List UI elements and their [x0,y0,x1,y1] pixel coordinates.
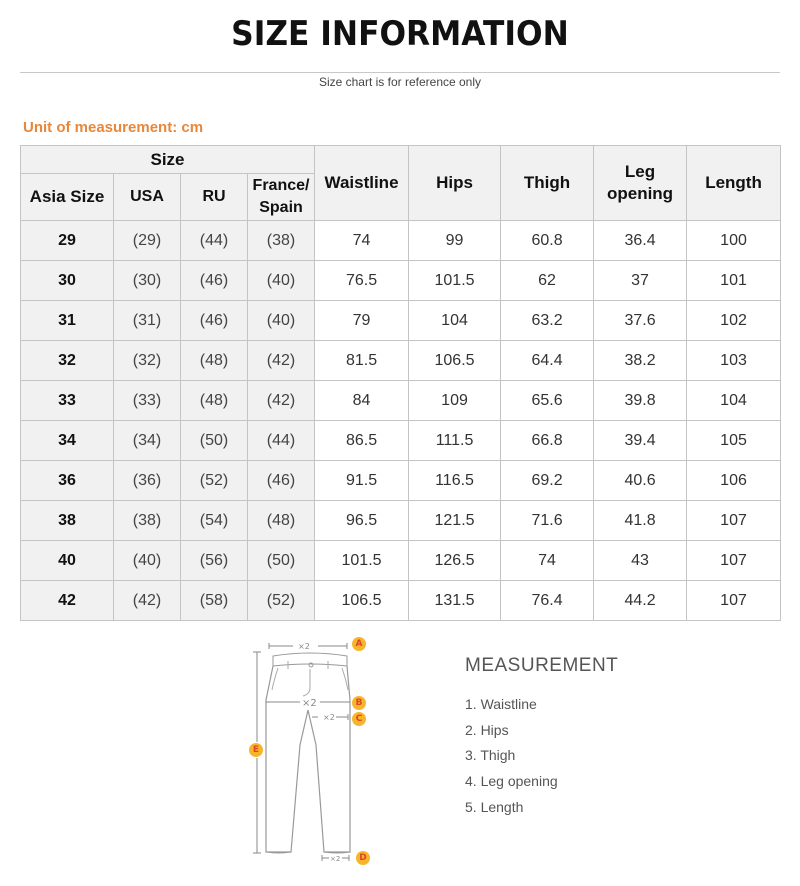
badge-a-icon: A [352,637,366,651]
badge-b-icon: B [352,696,366,710]
asia-size-cell: 34 [21,421,114,461]
page-title: SIZE INFORMATION [231,14,569,54]
svg-text:×2: ×2 [302,698,317,709]
pants-outline-icon [240,630,380,880]
col-header-hips: Hips [409,146,501,221]
length-cell: 101 [687,261,781,301]
thigh-cell: 62 [501,261,594,301]
col-header-ru: RU [181,174,248,221]
waistline-cell: 96.5 [315,501,409,541]
col-header-france-spain [248,174,315,221]
hips-cell: 121.5 [409,501,501,541]
table-row [21,261,781,301]
france-spain-size-cell: (44) [248,421,315,461]
svg-text:×2: ×2 [323,713,335,722]
waistline-cell: 79 [315,301,409,341]
ru-size-cell: (56) [181,541,248,581]
ru-size-cell: (46) [181,261,248,301]
col-header-usa: USA [114,174,181,221]
length-cell: 103 [687,341,781,381]
measurement-item-waistline: 1. Waistline [465,696,537,712]
length-cell: 104 [687,381,781,421]
table-row [21,381,781,421]
col-header-length: Length [687,146,781,221]
france-spain-size-cell: (42) [248,381,315,421]
france-spain-size-cell: (52) [248,581,315,621]
unit-label: Unit of measurement: cm [23,119,204,136]
measurement-title: MEASUREMENT [465,655,619,676]
hips-cell: 111.5 [409,421,501,461]
ru-size-cell: (48) [181,381,248,421]
table-row [21,421,781,461]
measurement-item-leg-opening: 4. Leg opening [465,773,558,790]
length-cell: 106 [687,461,781,501]
hips-cell: 126.5 [409,541,501,581]
waistline-cell: 106.5 [315,581,409,621]
usa-size-cell: (42) [114,581,181,621]
leg-opening-cell: 37.6 [594,301,687,341]
usa-size-cell: (29) [114,221,181,261]
leg-header-line2: opening [606,184,674,203]
table-row [21,581,781,621]
asia-size-cell: 40 [21,541,114,581]
ru-size-cell: (48) [181,341,248,381]
ru-size-cell: (46) [181,301,248,341]
hips-cell: 106.5 [409,341,501,381]
length-cell: 105 [687,421,781,461]
length-cell: 102 [687,301,781,341]
usa-size-cell: (32) [114,341,181,381]
usa-size-cell: (34) [114,421,181,461]
measurement-item-hips: 2. Hips [465,721,509,738]
hips-cell: 109 [409,381,501,421]
waistline-cell: 84 [315,381,409,421]
leg-opening-cell: 36.4 [594,221,687,261]
ru-size-cell: (54) [181,501,248,541]
france-header-line2: Spain [259,199,303,216]
leg-opening-cell: 39.8 [594,381,687,421]
ru-size-cell: (58) [181,581,248,621]
leg-opening-cell: 37 [594,261,687,301]
table-row [21,341,781,381]
title-divider [20,72,780,73]
table-row [21,541,781,581]
leg-opening-cell: 40.6 [594,461,687,501]
asia-size-cell: 31 [21,301,114,341]
length-cell: 107 [687,501,781,541]
usa-size-cell: (30) [114,261,181,301]
usa-size-cell: (33) [114,381,181,421]
size-chart-table [20,145,781,621]
measurement-list [465,694,558,822]
france-spain-size-cell: (40) [248,301,315,341]
size-group-header: Size [21,146,315,174]
hips-cell: 101.5 [409,261,501,301]
length-cell: 107 [687,541,781,581]
asia-size-cell: 42 [21,581,114,621]
ru-size-cell: (50) [181,421,248,461]
waistline-cell: 81.5 [315,341,409,381]
hips-cell: 131.5 [409,581,501,621]
ru-size-cell: (52) [181,461,248,501]
asia-size-cell: 29 [21,221,114,261]
thigh-cell: 69.2 [501,461,594,501]
thigh-cell: 76.4 [501,581,594,621]
france-spain-size-cell: (50) [248,541,315,581]
asia-size-cell: 32 [21,341,114,381]
usa-size-cell: (36) [114,461,181,501]
thigh-cell: 66.8 [501,421,594,461]
col-header-leg-opening [594,146,687,221]
france-spain-size-cell: (48) [248,501,315,541]
table-row [21,501,781,541]
waistline-cell: 86.5 [315,421,409,461]
asia-size-cell: 38 [21,501,114,541]
leg-opening-cell: 44.2 [594,581,687,621]
thigh-cell: 65.6 [501,381,594,421]
thigh-cell: 74 [501,541,594,581]
col-header-waistline: Waistline [315,146,409,221]
pants-measurement-diagram [240,630,380,880]
thigh-cell: 64.4 [501,341,594,381]
leg-header-line1: Leg [624,162,656,181]
france-spain-size-cell: (46) [248,461,315,501]
thigh-cell: 71.6 [501,501,594,541]
table-row [21,461,781,501]
svg-text:×2: ×2 [298,642,310,651]
length-cell: 100 [687,221,781,261]
badge-e-icon: E [249,743,263,757]
col-header-asia-size: Asia Size [21,174,114,221]
asia-size-cell: 30 [21,261,114,301]
waistline-cell: 101.5 [315,541,409,581]
france-header-line1: France/ [252,177,310,194]
thigh-cell: 60.8 [501,221,594,261]
col-header-thigh: Thigh [501,146,594,221]
leg-opening-cell: 39.4 [594,421,687,461]
usa-size-cell: (38) [114,501,181,541]
measurement-item-length: 5. Length [465,798,524,815]
reference-note: Size chart is for reference only [318,75,482,89]
leg-opening-cell: 43 [594,541,687,581]
svg-text:×2: ×2 [330,855,341,863]
leg-opening-cell: 38.2 [594,341,687,381]
ru-size-cell: (44) [181,221,248,261]
asia-size-cell: 33 [21,381,114,421]
waistline-cell: 76.5 [315,261,409,301]
france-spain-size-cell: (42) [248,341,315,381]
waistline-cell: 74 [315,221,409,261]
measurement-item-thigh: 3. Thigh [465,747,516,764]
leg-opening-cell: 41.8 [594,501,687,541]
table-row [21,221,781,261]
hips-cell: 99 [409,221,501,261]
hips-cell: 116.5 [409,461,501,501]
usa-size-cell: (31) [114,301,181,341]
asia-size-cell: 36 [21,461,114,501]
france-spain-size-cell: (40) [248,261,315,301]
badge-c-icon: C [352,712,366,726]
badge-d-icon: D [356,851,370,865]
length-cell: 107 [687,581,781,621]
hips-cell: 104 [409,301,501,341]
france-spain-size-cell: (38) [248,221,315,261]
thigh-cell: 63.2 [501,301,594,341]
usa-size-cell: (40) [114,541,181,581]
waistline-cell: 91.5 [315,461,409,501]
table-row [21,301,781,341]
